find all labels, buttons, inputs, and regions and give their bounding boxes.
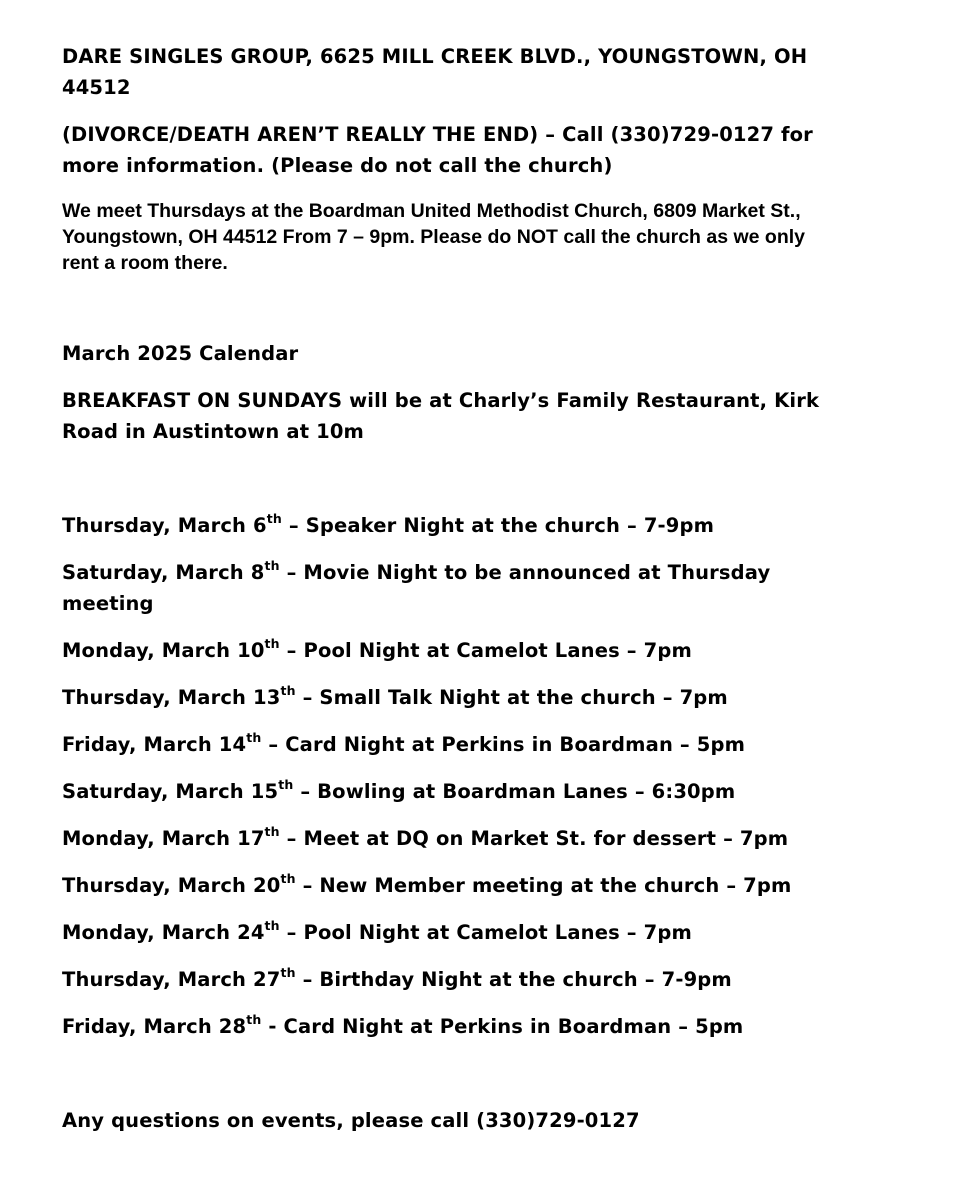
calendar-title: March 2025 Calendar <box>62 342 299 365</box>
event-description: – Movie Night to be announced at Thursday <box>279 561 771 584</box>
event-date: Friday, March 28 <box>62 1015 247 1038</box>
event-description: – Bowling at Boardman Lanes – 6:30pm <box>293 780 736 803</box>
event-item <box>62 557 771 585</box>
event-date-suffix: th <box>264 635 280 651</box>
event-item <box>62 964 732 992</box>
event-item <box>62 729 746 757</box>
event-description: – New Member meeting at the church – 7pm <box>295 874 792 897</box>
event-item <box>62 510 715 538</box>
header-line: (DIVORCE/DEATH AREN’T REALLY THE END) – Call (330)729-0127 for <box>62 123 813 146</box>
event-date: Saturday, March 15 <box>62 780 279 803</box>
meeting-info-line: rent a room there. <box>62 252 228 274</box>
event-description: – Birthday Night at the church – 7-9pm <box>295 968 732 991</box>
header-line: DARE SINGLES GROUP, 6625 MILL CREEK BLVD., YOUNGSTOWN, OH <box>62 45 808 68</box>
event-item <box>62 917 692 945</box>
event-date: Monday, March 10 <box>62 639 265 662</box>
header-line: more information. (Please do not call the church) <box>62 154 613 177</box>
event-date-suffix: th <box>246 1011 262 1027</box>
header-line: 44512 <box>62 76 131 99</box>
event-item <box>62 823 789 851</box>
event-date-suffix: th <box>264 917 280 933</box>
event-item <box>62 1011 744 1039</box>
event-description: – Card Night at Perkins in Boardman – 5pm <box>261 733 746 756</box>
event-date-suffix: th <box>246 729 262 745</box>
event-date-suffix: th <box>266 510 282 526</box>
event-item <box>62 635 692 663</box>
event-date: Thursday, March 20 <box>62 874 281 897</box>
meeting-info-line: Youngstown, OH 44512 From 7 – 9pm. Please do NOT call the church as we only <box>62 226 806 248</box>
event-description: – Speaker Night at the church – 7-9pm <box>281 514 715 537</box>
event-date-suffix: th <box>264 823 280 839</box>
event-date: Thursday, March 13 <box>62 686 281 709</box>
event-item-continuation: meeting <box>62 592 154 615</box>
event-description: – Meet at DQ on Market St. for dessert – 7pm <box>279 827 789 850</box>
event-item <box>62 870 792 898</box>
event-date-suffix: th <box>280 964 296 980</box>
event-date-suffix: th <box>278 776 294 792</box>
meeting-info-line: We meet Thursdays at the Boardman United Methodist Church, 6809 Market St., <box>62 200 801 222</box>
contact-line: Any questions on events, please call (330)729-0127 <box>62 1109 640 1132</box>
breakfast-line: BREAKFAST ON SUNDAYS will be at Charly’s Family Restaurant, Kirk <box>62 389 820 412</box>
event-date-suffix: th <box>280 682 296 698</box>
event-date-suffix: th <box>264 557 280 573</box>
event-description: – Pool Night at Camelot Lanes – 7pm <box>279 639 692 662</box>
event-item <box>62 682 728 710</box>
event-date-suffix: th <box>280 870 296 886</box>
event-description: – Small Talk Night at the church – 7pm <box>295 686 728 709</box>
event-item <box>62 776 736 804</box>
event-date: Friday, March 14 <box>62 733 247 756</box>
event-date: Monday, March 17 <box>62 827 265 850</box>
event-description: - Card Night at Perkins in Boardman – 5pm <box>261 1015 744 1038</box>
event-date: Thursday, March 27 <box>62 968 281 991</box>
event-date: Monday, March 24 <box>62 921 265 944</box>
breakfast-line: Road in Austintown at 10m <box>62 420 365 443</box>
event-description: – Pool Night at Camelot Lanes – 7pm <box>279 921 692 944</box>
event-date: Thursday, March 6 <box>62 514 267 537</box>
event-date: Saturday, March 8 <box>62 561 265 584</box>
